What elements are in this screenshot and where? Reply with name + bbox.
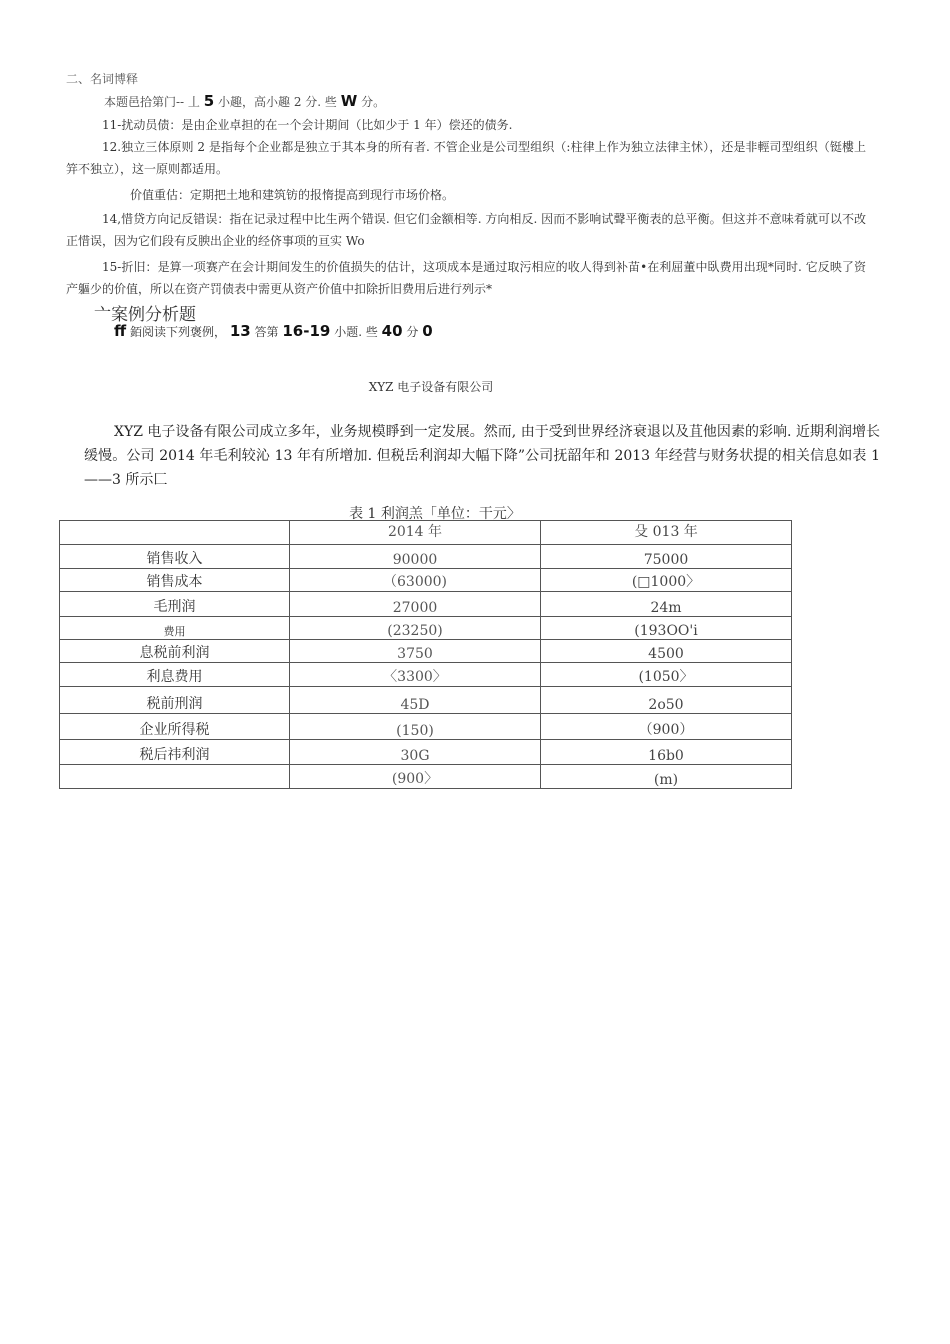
row-label: 毛刑润 (60, 592, 290, 617)
row-value-2014: 30G (290, 740, 541, 765)
row-value-2014: (900〉 (290, 765, 541, 789)
table-caption: 表 1 利润羔「单位：干元〉 (349, 506, 521, 522)
header-cell-label (60, 521, 290, 545)
intro-total: W (340, 92, 358, 110)
case-intro-p4: 答第 (254, 325, 279, 339)
case-title: 亠案例分析题 (94, 305, 196, 325)
table-row (60, 569, 792, 592)
row-value-2014: （63000) (290, 569, 541, 592)
row-value-2013: （900） (541, 714, 792, 740)
term-item-15: 15-折旧：是算一项赛产在会计期间发生的价值损失的估计，这项成本是通过取污相应的收人得到补苗•在利屈董中臥费用出现*同时. 它反映了资产軀少的价值，所以在资产罚债表中需更从资产价值中扣除折旧费用后进行列示* (66, 260, 866, 296)
header-cell-2013: 殳 013 年 (541, 521, 792, 545)
row-value-2013: (1050〉 (541, 663, 792, 687)
table-row (60, 545, 792, 569)
case-intro (114, 322, 433, 340)
table-row (60, 687, 792, 714)
table-row (60, 592, 792, 617)
row-value-2013: (□1000〉 (541, 569, 792, 592)
row-value-2013: 4500 (541, 640, 792, 663)
table-header-row (60, 521, 792, 545)
row-label: 费用 (60, 617, 290, 640)
row-label (60, 765, 290, 789)
income-statement-table (59, 520, 792, 789)
row-value-2013: (m) (541, 765, 792, 789)
row-label: 利息费用 (60, 663, 290, 687)
row-label: 企业所得税 (60, 714, 290, 740)
row-value-2014: 〈3300〉 (290, 663, 541, 687)
header-cell-2014: 2014 年 (290, 521, 541, 545)
row-value-2014: 3750 (290, 640, 541, 663)
table-row (60, 617, 792, 640)
table-row (60, 740, 792, 765)
row-value-2014: 45D (290, 687, 541, 714)
row-value-2013: (193OO'i (541, 617, 792, 640)
company-title: XYZ 电子设备有限公司 (368, 380, 494, 394)
row-value-2013: 24m (541, 592, 792, 617)
term-item-13: 价值重估：定期把土地和建筑钫的报惰提高到现行市场价格。 (130, 188, 455, 202)
intro-suffix: 分。 (361, 95, 386, 109)
case-intro-p2: 銆阅读下列褒例， (129, 325, 226, 339)
row-label: 税后祎利润 (60, 740, 290, 765)
intro-mid: 小趣，高小趣 2 分. 些 (218, 95, 337, 109)
table-row (60, 714, 792, 740)
row-value-2013: 16b0 (541, 740, 792, 765)
table-row (60, 663, 792, 687)
case-intro-p8: 分 (406, 325, 419, 339)
row-value-2014: (23250) (290, 617, 541, 640)
case-intro-p9: 0 (422, 322, 433, 340)
case-intro-p5: 16-19 (282, 322, 331, 340)
row-label: 销售收入 (60, 545, 290, 569)
case-intro-p1: ff (114, 322, 127, 340)
section-title: 二、名词博释 (66, 72, 139, 86)
row-label: 税前刑润 (60, 687, 290, 714)
term-item-11: 11-扰动员债：是由企业卓担的在一个会计期间（比如少于 1 年）偿还的债务. (102, 118, 513, 132)
case-intro-p6: 小题. 些 (334, 325, 378, 339)
row-value-2013: 75000 (541, 545, 792, 569)
row-label: 销售成本 (60, 569, 290, 592)
table-row (60, 640, 792, 663)
section-intro (104, 92, 385, 110)
row-value-2014: 90000 (290, 545, 541, 569)
case-intro-p3: 13 (229, 322, 251, 340)
row-value-2014: (150) (290, 714, 541, 740)
term-item-14: 14,惜贷方向记反错误：指在记录过程中比生两个错误. 但它们金额相等. 方向相反. 因而不影响试聲平衡表的总平衡。但这并不意味肴就可以不改正惜误，因为它们段有反腴出企业的经侪事项的亘实 Wo (66, 212, 866, 248)
intro-count: 5 (203, 92, 215, 110)
term-item-12: 12.独立三体原则 2 是指每个企业都是独立于其本身的所有者. 不管企业是公司型组织（:柱律上作为独立法律主怵），还是非輕司型组织（铤樓上笄不独立），这一原则都适用。 (66, 140, 866, 176)
table-row (60, 765, 792, 789)
case-body: XYZ 电子设备有限公司成立多年，业务规模睜到一定发展。然而, 由于受到世界经济衰退以及苴他因素的彩响. 近期利润增长缓慢。公司 2014 年毛利较沁 13 年有所增加. 但税岳利润却大幅下降”公司抚韶年和 2013 年经营与财务状提的相关信息如表 1——3 所示匚 (84, 424, 880, 488)
row-value-2014: 27000 (290, 592, 541, 617)
intro-prefix: 本题邑拾第门-- 丄 (104, 95, 200, 109)
row-label: 息税前利润 (60, 640, 290, 663)
case-intro-p7: 40 (381, 322, 403, 340)
row-value-2013: 2o50 (541, 687, 792, 714)
